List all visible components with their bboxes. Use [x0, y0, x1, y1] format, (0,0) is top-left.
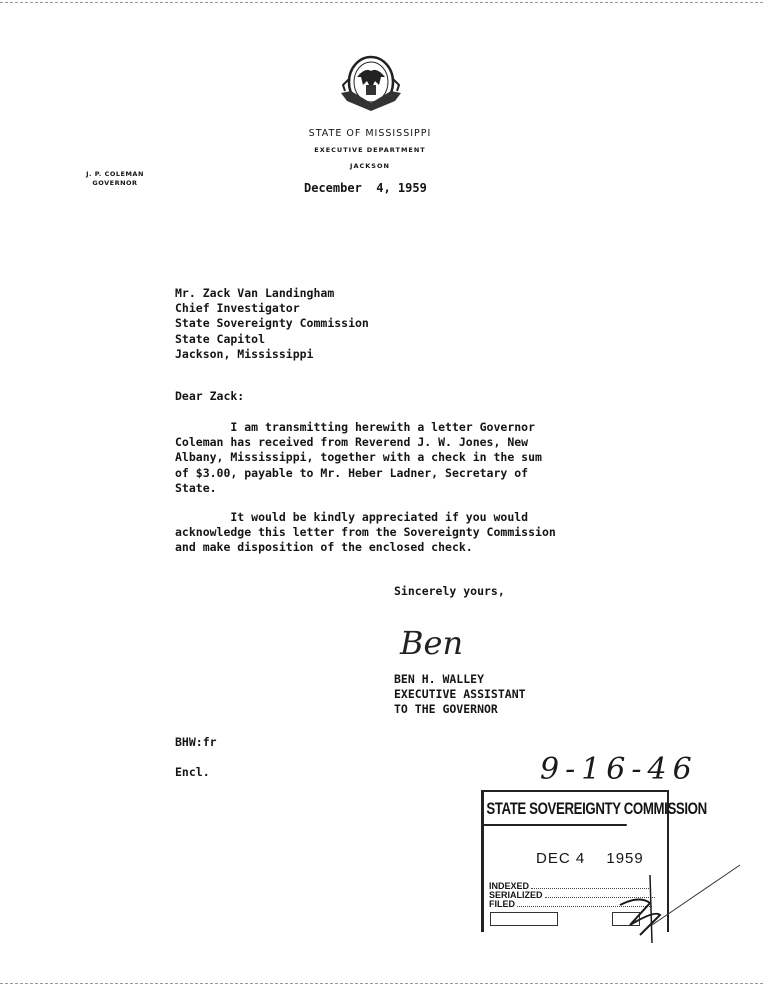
signature-text: Ben	[400, 624, 464, 662]
recipient-line: State Capitol	[175, 331, 266, 346]
initials-scrawl	[610, 855, 750, 945]
letterhead-city: JACKSON	[350, 162, 390, 170]
scan-edge-top	[0, 2, 763, 3]
stamp-box-left	[490, 912, 558, 926]
signer-title: TO THE GOVERNOR	[394, 702, 498, 717]
letterhead-department: EXECUTIVE DEPARTMENT	[314, 146, 426, 154]
body-paragraph-1	[175, 420, 542, 496]
stamp-serialized: SERIALIZED	[489, 891, 655, 900]
typist-initials: BHW:fr	[175, 735, 217, 749]
recipient-address	[175, 286, 369, 362]
recipient-line: Jackson, Mississippi	[175, 346, 314, 361]
body-line: It would be kindly appreciated if you would	[175, 510, 529, 524]
signer-title: EXECUTIVE ASSISTANT	[394, 687, 526, 702]
stamp-indexed: INDEXED	[489, 882, 651, 891]
body-line: acknowledge this letter from the Sovereignty Commission	[175, 525, 556, 540]
governor-name: J. P. COLEMAN	[86, 170, 144, 178]
body-line: Coleman has received from Reverend J. W. Jones, New	[175, 435, 529, 450]
handwritten-signature	[396, 616, 466, 664]
stamp-title: STATE SOVEREIGNTY COMMISSION	[484, 794, 627, 826]
body-line: I am transmitting herewith a letter Governor	[175, 420, 536, 434]
file-number: 9-16-46	[540, 752, 698, 787]
recipient-line: State Sovereignty Commission	[175, 316, 369, 331]
signer-name: BEN H. WALLEY	[394, 672, 485, 686]
letterhead-state: STATE OF MISSISSIPPI	[308, 128, 432, 139]
closing: Sincerely yours,	[394, 584, 505, 598]
stamp-year: 1959	[606, 850, 644, 867]
recipient-line: Chief Investigator	[175, 301, 300, 316]
stamp-month-day: DEC 4	[536, 850, 586, 867]
enclosure-note: Encl.	[175, 765, 210, 779]
body-line: of $3.00, payable to Mr. Heber Ladner, Secretary of	[175, 465, 529, 480]
stamp-filed: FILED	[489, 900, 652, 909]
letter-date: December 4, 1959	[304, 181, 427, 195]
signature-block	[394, 672, 526, 718]
body-line: and make disposition of the enclosed check.	[175, 540, 473, 555]
body-line: Albany, Mississippi, together with a check in the sum	[175, 450, 542, 465]
governor-title: GOVERNOR	[92, 179, 138, 187]
state-seal-icon	[335, 55, 407, 113]
salutation: Dear Zack:	[175, 389, 245, 403]
body-line: State.	[175, 480, 217, 495]
scan-edge-bottom	[0, 983, 763, 984]
recipient-line: Mr. Zack Van Landingham	[175, 286, 335, 300]
body-paragraph-2	[175, 510, 556, 556]
